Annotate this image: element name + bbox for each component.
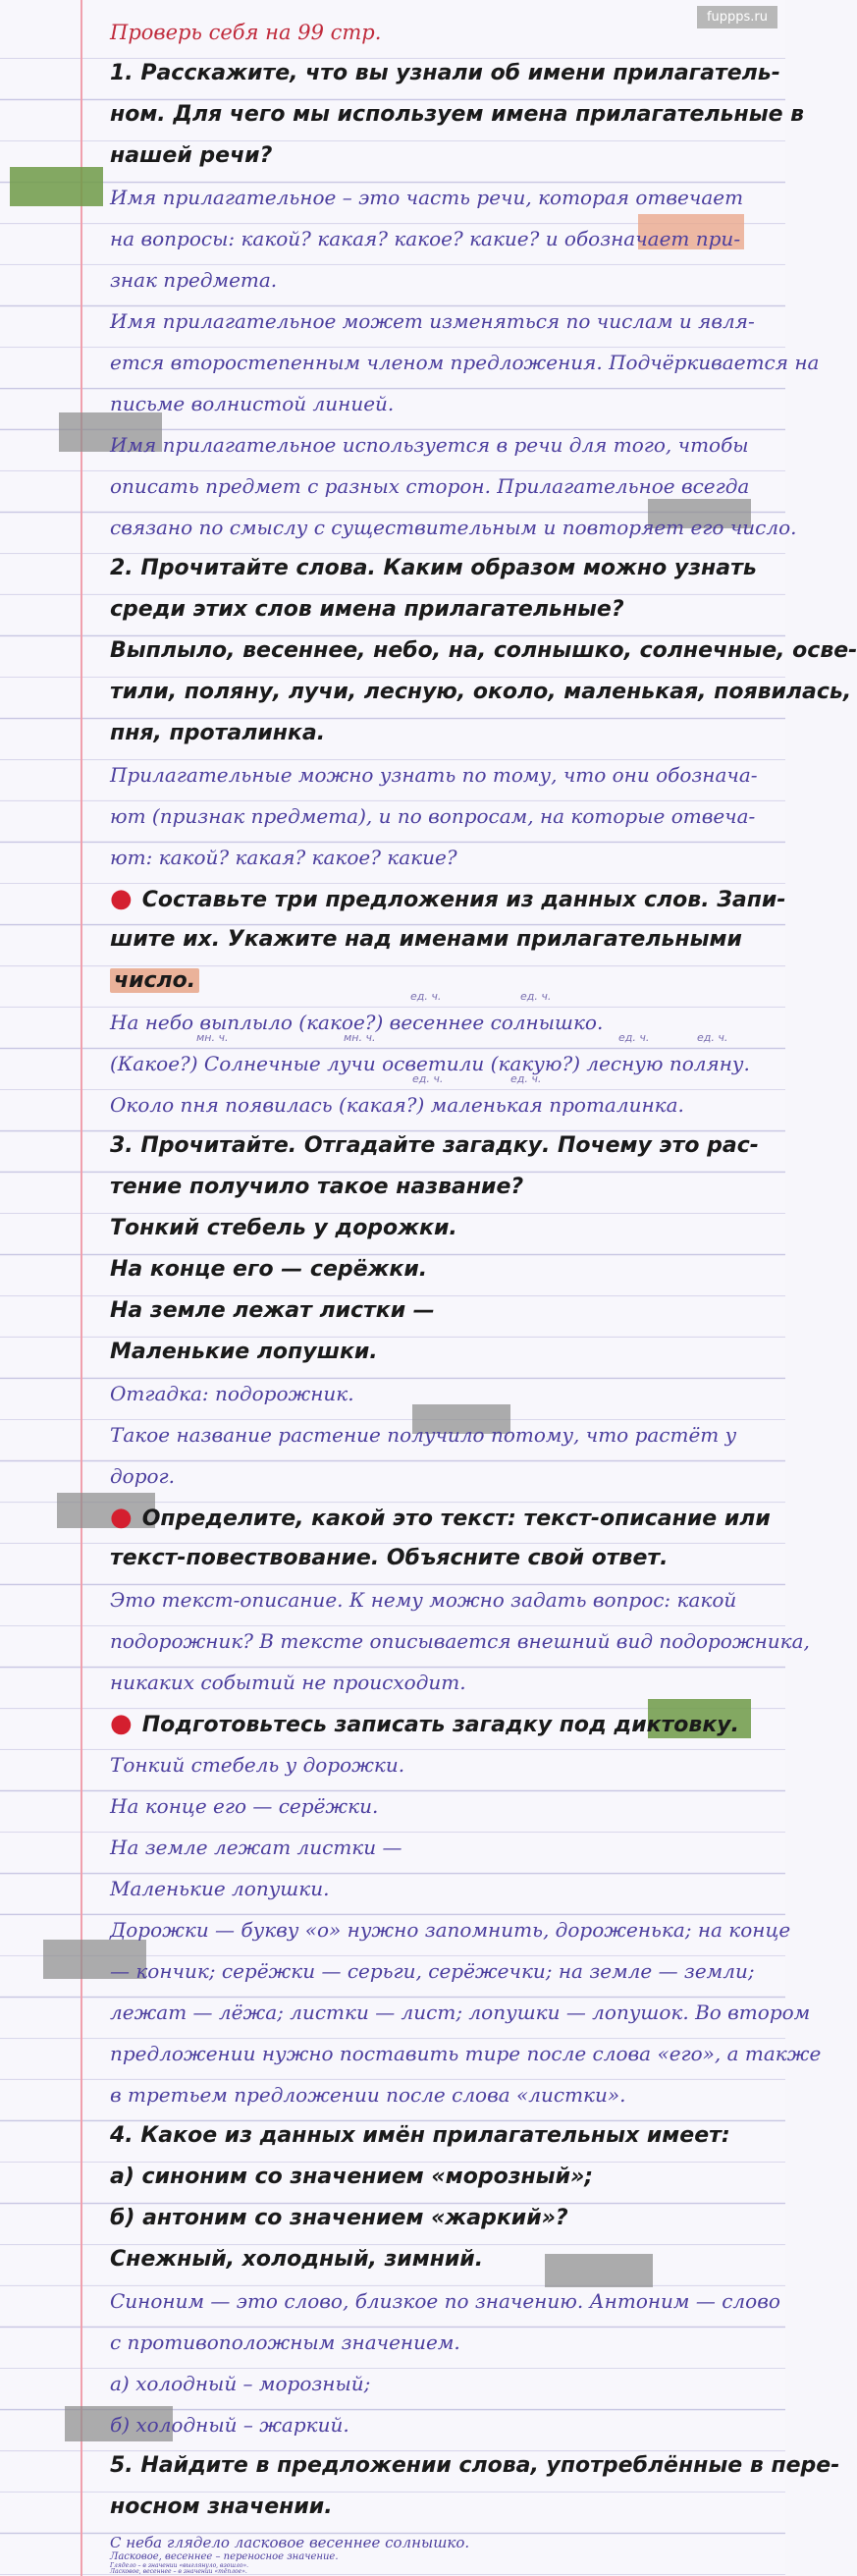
answer-1-line-3: знак предмета. bbox=[110, 268, 278, 292]
task-2-line-1: ● Составьте три предложения из данных слов. Запи- bbox=[110, 884, 786, 913]
question-2-words-3: пня, проталинка. bbox=[110, 721, 326, 745]
sentence-3: Около пня появилась (какая?) маленькая проталинка. bbox=[110, 1093, 684, 1117]
answer-4-line-3: а) холодный – морозный; bbox=[110, 2372, 371, 2395]
answer-2-line-3: ют: какой? какая? какое? какие? bbox=[110, 846, 457, 869]
answer-1-line-5: ется второстепенным членом предложения. Подчёркивается на bbox=[110, 351, 820, 374]
question-2-words-1: Выплыло, весеннее, небо, на, солнышко, солнечные, осве- bbox=[110, 638, 857, 663]
question-4-line-2: а) синоним со значением «морозный»; bbox=[110, 2165, 594, 2189]
question-1-line-1: 1. Расскажите, что вы узнали об имени прилагатель- bbox=[110, 61, 780, 85]
question-4-line-1: 4. Какое из данных имён прилагательных имеет: bbox=[110, 2123, 730, 2148]
answer-3-line-2: дорог. bbox=[110, 1464, 176, 1488]
answer-4-line-1: Синоним — это слово, близкое по значению. Антоним — слово bbox=[110, 2289, 780, 2313]
answer-4-line-2: с противоположным значением. bbox=[110, 2330, 460, 2354]
sentence-1: На небо выплыло (какое?) весеннее солнышко. bbox=[110, 1011, 604, 1034]
answer-1-line-6: письме волнистой линией. bbox=[110, 392, 395, 415]
riddle-line-3: На земле лежат листки — bbox=[110, 1298, 435, 1323]
answer-text-type-2: подорожник? В тексте описывается внешний вид подорожника, bbox=[110, 1629, 810, 1653]
dictation-line-2: На конце его — серёжки. bbox=[110, 1794, 379, 1818]
answer-text-type-3: никаких событий не происходит. bbox=[110, 1671, 466, 1694]
answer-5-line-3: Глядело – в значении «выглянуло, взошло». bbox=[110, 2562, 249, 2569]
margin-line bbox=[80, 0, 82, 2576]
task-2-line-2: шите их. Укажите над именами прилагательными bbox=[110, 927, 742, 952]
answer-3-line-1: Такое название растение получило потому, что растёт у bbox=[110, 1423, 737, 1447]
task-3-line-2: текст-повествование. Объясните свой ответ. bbox=[110, 1546, 669, 1570]
page-header: Проверь себя на 99 стр. bbox=[110, 21, 382, 44]
answer-1-line-1: Имя прилагательное – это часть речи, которая отвечает bbox=[110, 186, 744, 209]
answer-2-line-1: Прилагательные можно узнать по тому, что они обознача- bbox=[110, 763, 758, 787]
spelling-line-4: предложении нужно поставить тире после слова «его», а также bbox=[110, 2042, 822, 2065]
number-note: мн. ч. bbox=[196, 1031, 229, 1044]
question-5-line-1: 5. Найдите в предложении слова, употреблённые в пере- bbox=[110, 2453, 840, 2478]
answer-1-line-9: связано по смыслу с существительным и повторяет его число. bbox=[110, 516, 797, 539]
answer-text-type-1: Это текст-описание. К нему можно задать вопрос: какой bbox=[110, 1588, 737, 1612]
bullet-icon: ● bbox=[110, 884, 133, 913]
site-badge: fuppps.ru bbox=[697, 6, 777, 28]
question-4-words: Снежный, холодный, зимний. bbox=[110, 2247, 484, 2272]
answer-5-line-1: С неба глядело ласковое весеннее солнышко. bbox=[110, 2534, 470, 2551]
answer-2-line-2: ют (признак предмета), и по вопросам, на которые отвеча- bbox=[110, 804, 756, 828]
task-dictation: ● Подготовьтесь записать загадку под диктовку. bbox=[110, 1709, 739, 1738]
question-1-line-3: нашей речи? bbox=[110, 143, 273, 168]
number-note: ед. ч. bbox=[510, 1072, 542, 1085]
watermark-block bbox=[10, 167, 103, 206]
riddle-line-2: На конце его — серёжки. bbox=[110, 1257, 428, 1282]
riddle-line-4: Маленькие лопушки. bbox=[110, 1340, 378, 1364]
task-3-line-1: ● Определите, какой это текст: текст-описание или bbox=[110, 1503, 771, 1532]
question-5-line-2: носном значении. bbox=[110, 2494, 333, 2519]
question-2-line-2: среди этих слов имена прилагательные? bbox=[110, 597, 624, 622]
answer-1-line-8: описать предмет с разных сторон. Прилагательное всегда bbox=[110, 474, 750, 498]
number-note: ед. ч. bbox=[520, 990, 552, 1003]
bullet-icon: ● bbox=[110, 1503, 133, 1532]
question-4-line-3: б) антоним со значением «жаркий»? bbox=[110, 2206, 568, 2230]
number-note: ед. ч. bbox=[618, 1031, 650, 1044]
dictation-line-1: Тонкий стебель у дорожки. bbox=[110, 1753, 405, 1777]
spelling-line-1: Дорожки — букву «о» нужно запомнить, дороженька; на конце bbox=[110, 1918, 791, 1942]
number-note: ед. ч. bbox=[697, 1031, 728, 1044]
answer-5-line-4: Ласковое, весеннее – в значении «тёплое». bbox=[110, 2568, 247, 2575]
answer-1-line-4: Имя прилагательное может изменяться по числам и явля- bbox=[110, 309, 755, 333]
answer-4-line-4: б) холодный – жаркий. bbox=[110, 2413, 349, 2437]
spelling-line-2: — кончик; серёжки — серьги, серёжечки; на земле — земли; bbox=[110, 1959, 755, 1983]
sentence-2: (Какое?) Солнечные лучи осветили (какую?) лесную поляну. bbox=[110, 1052, 750, 1075]
question-3-line-1: 3. Прочитайте. Отгадайте загадку. Почему это рас- bbox=[110, 1133, 759, 1158]
question-2-line-1: 2. Прочитайте слова. Каким образом можно узнать bbox=[110, 556, 757, 580]
answer-1-line-7: Имя прилагательное используется в речи для того, чтобы bbox=[110, 433, 749, 457]
spelling-line-3: лежат — лёжа; листки — лист; лопушки — лопушок. Во втором bbox=[110, 2001, 811, 2024]
riddle-answer: Отгадка: подорожник. bbox=[110, 1382, 354, 1405]
number-note: мн. ч. bbox=[344, 1031, 376, 1044]
answer-1-line-2: на вопросы: какой? какая? какое? какие? и обозначает при- bbox=[110, 227, 741, 250]
number-note: ед. ч. bbox=[410, 990, 442, 1003]
dictation-line-3: На земле лежат листки — bbox=[110, 1836, 402, 1859]
bullet-icon: ● bbox=[110, 1709, 133, 1738]
highlighted-word: число. bbox=[110, 968, 199, 993]
riddle-line-1: Тонкий стебель у дорожки. bbox=[110, 1216, 457, 1240]
number-note: ед. ч. bbox=[412, 1072, 444, 1085]
question-3-line-2: тение получило такое название? bbox=[110, 1175, 524, 1199]
dictation-line-4: Маленькие лопушки. bbox=[110, 1877, 330, 1900]
question-2-words-2: тили, поляну, лучи, лесную, около, маленькая, появилась, bbox=[110, 680, 852, 704]
spelling-line-5: в третьем предложении после слова «листки». bbox=[110, 2083, 626, 2107]
question-1-line-2: ном. Для чего мы используем имена прилагательные в bbox=[110, 102, 805, 127]
answer-5-line-2: Ласковое, весеннее – переносное значение. bbox=[110, 2551, 339, 2562]
